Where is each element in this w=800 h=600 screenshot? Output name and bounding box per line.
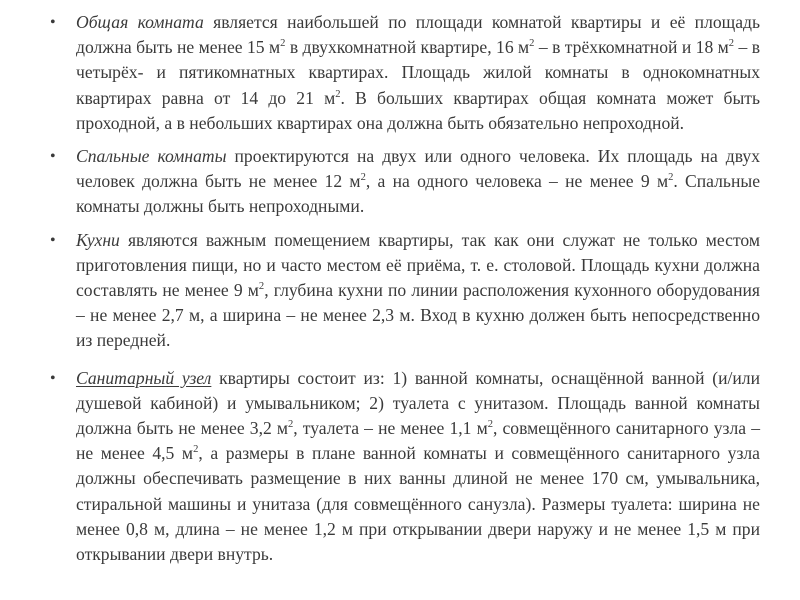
superscript: 2	[280, 38, 286, 50]
text-segment: , а размеры в плане ванной комнаты и совмещённого санитарного узла должны обеспечивать размещение в них ванны длиной не менее 170 см, умывальника, стиральной машины и унитаза (для совмещённого санузла). Размеры туалета: ширина не менее 0,8 м, длина – не менее 1,2 м при открывании двери наружу и не менее 1,5 м при открывании двери внутрь.	[76, 443, 760, 565]
superscript: 2	[360, 172, 366, 184]
superscript: 2	[487, 419, 493, 431]
text-segment: , а на одного человека – не менее 9 м	[365, 171, 669, 192]
list-item-living-room	[48, 10, 760, 136]
term-bathroom: Санитарный узел	[76, 367, 212, 388]
list-item-bathroom	[48, 366, 760, 568]
bullet-list	[48, 10, 760, 567]
list-item-bedrooms	[48, 144, 760, 220]
text-segment: являются важным помещением квартиры, так как они служат не только местом приготовления пищи, но и часто местом её приёма, т. е. столовой. Площадь кухни должна составлять не менее 9 м	[76, 229, 760, 301]
bullet-icon: •	[50, 369, 56, 387]
superscript: 2	[529, 38, 535, 50]
text-segment: в двухкомнатной квартире, 16 м	[285, 37, 530, 58]
superscript: 2	[728, 38, 735, 50]
text-segment: , глубина кухни по линии расположения кухонного оборудования – не менее 2,7 м, а ширина – не менее 2,3 м. Вход в кухню должен быть непосредственно из передней.	[76, 280, 760, 351]
text-segment: , туалета – не менее 1,1 м	[293, 418, 488, 439]
superscript: 2	[668, 172, 674, 184]
text-segment: – в трёхкомнатной и 18 м	[534, 37, 729, 58]
superscript: 2	[335, 88, 341, 100]
superscript: 2	[193, 444, 199, 456]
text-segment: . Спальные комнаты должны быть непроходными.	[76, 171, 760, 217]
text-segment: , совмещённого санитарного узла – не менее 4,5 м	[76, 418, 760, 464]
text-segment: – в четырёх- и пятикомнатных квартирах. Площадь жилой комнаты в однокомнатных квартирах равна от 14 до 21 м	[76, 37, 760, 108]
bullet-icon: •	[50, 231, 56, 249]
term-kitchens: Кухни	[76, 229, 120, 250]
text-segment: . В больших квартирах общая комната может быть проходной, а в небольших квартирах она должна быть обязательно непроходной.	[76, 87, 760, 133]
term-bedrooms: Спальные комнаты	[76, 146, 227, 167]
text-segment: является наибольшей по площади комнатой квартиры и её площадь должна быть не менее 15 м	[76, 12, 760, 58]
list-item-kitchens	[48, 228, 760, 354]
bullet-icon: •	[50, 148, 56, 166]
text-segment: квартиры состоит из: 1) ванной комнаты, оснащённой ванной (и/или душевой кабиной) и умывальником; 2) туалета с унитазом. Площадь ванной комнаты должна быть не менее 3,2 м	[76, 367, 761, 439]
superscript: 2	[258, 281, 265, 293]
superscript: 2	[288, 419, 294, 431]
text-segment: проектируются на двух или одного человека. Их площадь на двух человек должна быть не менее 12 м	[76, 146, 761, 192]
term-living-room: Общая комната	[76, 12, 204, 32]
bullet-icon: •	[50, 14, 56, 31]
